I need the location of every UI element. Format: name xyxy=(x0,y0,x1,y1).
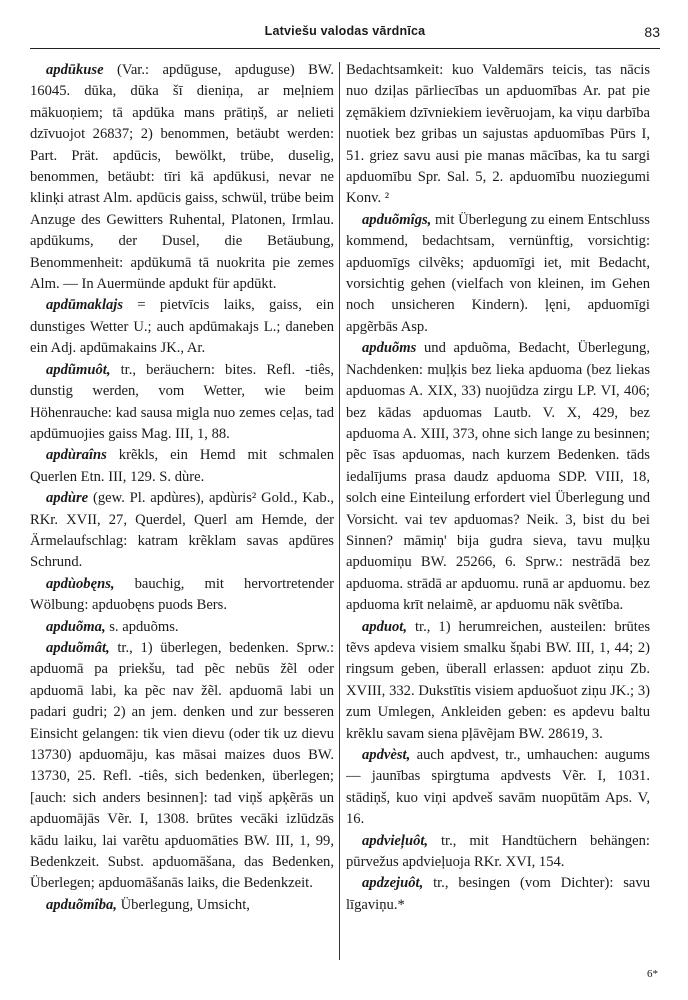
dictionary-entry xyxy=(346,338,650,616)
entry-text: = pietvīcis laiks, gaiss, ein dunstiges Wetter U.; auch apdūmakajs L.; daneben ein Adj. apdūmakains JK., Ar. xyxy=(30,297,334,357)
entry-headword: apdvèst, xyxy=(362,747,411,763)
dictionary-entry xyxy=(30,488,334,574)
dictionary-entry xyxy=(30,445,334,488)
entry-headword: apduõms xyxy=(362,340,417,357)
signature-mark: 6* xyxy=(647,968,658,980)
dictionary-entry xyxy=(30,638,334,895)
dictionary-entry xyxy=(346,210,650,338)
entry-text: mit Überlegung zu einem Entschluss kommend, bedachtsam, vernünftig, vorsichtig: apduomīgs cilvẽks; apduomīgi iet, mit Bedacht, vorsichtig gehen (vielfach von kleinen, im Gehen noch unsicheren Kindern). ļęni, apduomīgi apgẽrbās Asp. xyxy=(346,211,650,335)
dictionary-entry xyxy=(346,60,650,210)
dictionary-entry xyxy=(346,831,650,874)
entry-text: und apduõma, Bedacht, Überlegung, Nachdenken: muļķis bez lieka apduoma (bez liekas apduomas A. XIX, 33) nuojūdza zirgu LP. VI, 406; bez kādas apduomas Lautb. V. X, 429, bez apduoma A. XIII, 373, ohne sich lange zu besinnen; pẽc īsas apduomas, nach kurzem Bedenken. tāds iedalījums prasa daudz apduoma SDP. VIII, 18, solch eine Einteilung erfordert viel Überlegung und Vorsicht. vai tev apduomas? Neik. 3, bist du bei Sinnen? māmiņ' bija gudra sieva, tavu muļķu apduomiņu BW. 25266, 6. Sprw.: nestrādā bez apduoma. strādā ar apduomu. runā ar apduomu. bez apduoma krīt nelaimẽ, ar apduomu nāk svẽtība. xyxy=(346,340,650,614)
entry-headword: apdùre xyxy=(46,490,89,507)
entry-text: tr., beräuchern: bites. Refl. -tiês, dunstig werden, vom Wetter, wie beim Höhenrauche: kad sausa migla nuo zemes ceļas, tad apdūmuojies gaiss Mag. III, 1, 88. xyxy=(30,361,334,442)
entry-headword: apdùobęns, xyxy=(46,575,115,592)
entry-headword: apdvieļuôt, xyxy=(362,832,429,849)
entry-headword: apdzejuôt, xyxy=(362,875,424,892)
entry-text: Überlegung, Umsicht, xyxy=(116,896,250,913)
header-rule xyxy=(30,48,660,49)
entry-headword: apdūkuse xyxy=(46,62,104,78)
dictionary-entry xyxy=(346,873,650,916)
entry-headword: apduõmât, xyxy=(46,639,110,656)
dictionary-entry xyxy=(30,360,334,446)
running-title: Latviešu valodas vārdnīca xyxy=(264,24,426,38)
dictionary-entry xyxy=(346,745,650,831)
page-header xyxy=(30,24,660,48)
entry-headword: apduõmîba, xyxy=(46,896,117,913)
column-divider xyxy=(339,62,340,960)
entry-headword: apduot, xyxy=(362,618,408,635)
entry-text: tr., 1) herumreichen, austeilen: brūtes tẽvs apdeva visiem smalku šņabi BW. III, 1, 44; 2) ringsum geben, überall erlassen: apduot ziņu Zb. XVIII, 332. Dukstītis visiem apduošuot ziņu JK.; 3) zum Umlegen, Ankleiden geben: es apdevu baltu krẽklu savam siena pļāvẽjam BW. 28619, 3. xyxy=(346,618,650,742)
dictionary-entry xyxy=(30,295,334,359)
entry-text: bauchig, mit hervortretender Wölbung: apduobęns puods Bers. xyxy=(30,575,334,614)
page-number: 83 xyxy=(644,24,660,40)
entry-text: (Var.: apdūguse, apduguse) BW. 16045. dūka, dūka šī dieniņa, ar meļniem mākuoņiem; tā apdūka mans prātiņš, ar nelieti dzīvuojot 26837; 2) benommen, betäubt werden: Part. Prät. apdūcis, bewölkt, trübe, duselig, benommen, betäubt: tīri kā apdūkusi, nevar ne klinķi atrast Alm. apdūcis gaiss, schwül, trübe beim Anzuge des Gewitters Ruhental, Platonen, Irmlau. apdūkums, der Dusel, die Betäubung, Benommenheit: apdūkumā tā nuokrita pie zemes Alm. — In Auermünde apdukt für apdūkt. xyxy=(30,62,334,293)
entry-headword: apduõma, xyxy=(46,618,106,635)
entry-text: s. apduõms. xyxy=(105,618,179,635)
entry-headword: apdũmuôt, xyxy=(46,361,111,378)
dictionary-entry xyxy=(30,60,334,295)
entry-text: krẽkls, ein Hemd mit schmalen Querlen Etn. III, 129. S. dùre. xyxy=(30,447,334,485)
entry-text: tr., 1) überlegen, bedenken. Sprw.: apduomā pa priekšu, tad pẽc nebūs žẽl oder apduomā labi, ka pẽc nav žẽl. apduomā labi un padari gudri; 2) an jem. denken und zur besseren Einsicht gelangen: tik vien dievu (oder tik uz dievu 13730) apduomāju, kas māsai maizes duos BW. 13730, 25. Refl. -tiês, sich bedenken, überlegen; [auch: sich anders besinnen]: tad viņš apķẽrās un apduomājās Vẽr. I, 1308. brūtes vecāki izlūdzās kādu laiku, lai varẽtu apduomāties BW. III, 1, 99, Bedenkzeit. Subst. apduomāšana, das Bedenken, Überlegen; apduomāšanās laiks, die Bedenkzeit. xyxy=(30,639,334,892)
dictionary-entry xyxy=(346,617,650,745)
right-column xyxy=(346,60,650,960)
entry-text: auch apdvest, tr., umhauchen: augums — jaunības spirgtuma apdvests Vẽr. I, 1031. stādiņš, kuo viņi apdveš savām nuopūtām Aps. V, 16. xyxy=(346,747,650,828)
entry-headword: apduõmîgs, xyxy=(362,211,432,228)
entry-text: tr., besingen (vom Dichter): savu līgaviņu.* xyxy=(346,875,650,913)
dictionary-entry xyxy=(30,574,334,617)
entry-headword: apdūmaklajs xyxy=(46,297,124,314)
entry-headword: apdùraîns xyxy=(46,447,107,464)
entry-text: tr., mit Handtüchern behängen: pūrvežus apdvieļuoja RKr. XVI, 154. xyxy=(346,832,650,871)
left-column xyxy=(30,60,334,960)
entry-text: (gew. Pl. apdùres), apdùris² Gold., Kab., RKr. XVII, 27, Querdel, Querl am Hemde, der Ärmelaufschlag: katram krẽklam savas apdūres Schrund. xyxy=(30,490,334,571)
dictionary-entry xyxy=(30,895,334,916)
entry-text: Bedachtsamkeit: kuo Valdemārs teicis, tas nācis nuo dziļas pārliecības un apduomības Ar. pat pie zęmākiem dzīvniekiem ievẽruojam, ka viņu darbība nuotiek bez gribas un sajustas apduomības Pūrs I, 51. griez savu ausi pie manas mācības, ka tu sargi apduomību Spr. Sal. 5, 2. apduomību nuoziegumi Konv. ² xyxy=(346,62,650,207)
dictionary-entry xyxy=(30,617,334,638)
